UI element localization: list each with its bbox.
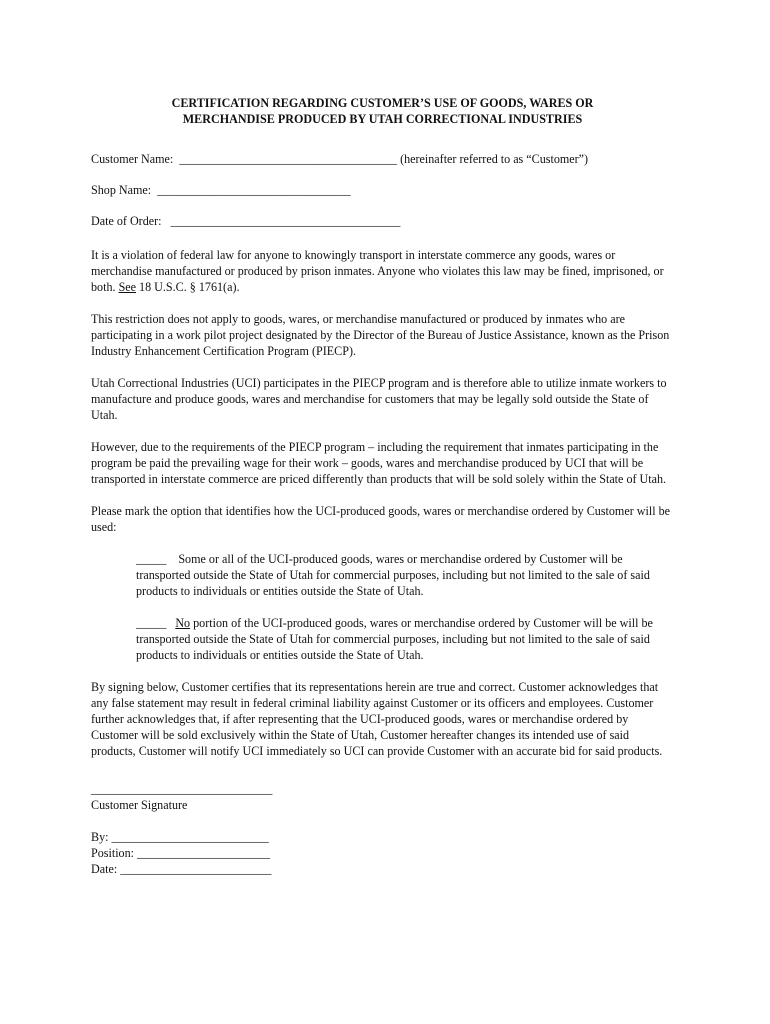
option-intrastate-no: No — [175, 616, 191, 630]
option-interstate[interactable] — [136, 551, 674, 599]
title-line-2: MERCHANDISE PRODUCED BY UTAH CORRECTIONAL INDUSTRIES — [182, 112, 583, 126]
option-intrastate-checkbox-blank[interactable]: _____ — [136, 616, 167, 630]
customer-name-blank[interactable]: ____________________________________ — [179, 152, 398, 166]
paragraph-federal-law-main: It is a violation of federal law for anyone to knowingly transport in interstate commerce any goods, wares or merchandise manufactured or produced by prison inmates. Anyone who violates this law may be fined, imprisoned, or both. — [91, 248, 664, 294]
title-line-1: CERTIFICATION REGARDING CUSTOMER’S USE OF GOODS, WARES OR — [171, 96, 594, 110]
paragraph-mark-option: Please mark the option that identifies how the UCI-produced goods, wares or merchandise ordered by Customer will be used: — [91, 504, 671, 534]
paragraph-certification: By signing below, Customer certifies that its representations herein are true and correct. Customer acknowledges that any false statement may result in federal criminal liability against Customer or its officers and employees. Customer further acknowledges that, if after representing that the UCI-produced goods, wares or merchandise ordered by Customer will be sold exclusively within the State of Utah, Customer hereafter changes its intended use of said products, Customer will notify UCI immediately so UCI can provide Customer with an accurate bid for said products. — [91, 680, 663, 758]
customer-signature-label: Customer Signature — [91, 798, 188, 812]
date-of-order-label: Date of Order: — [91, 214, 162, 228]
paragraph-federal-law — [91, 247, 674, 295]
date-of-order-blank[interactable]: ______________________________________ — [170, 214, 401, 228]
option-intrastate[interactable] — [136, 615, 674, 663]
by-label: By: — [91, 830, 109, 844]
paragraph-piecp-pricing: However, due to the requirements of the PIECP program – including the requirement that inmates participating in the program be paid the prevailing wage for their work – goods, wares and merchandise produced by UCI that will be transported in interstate commerce are priced differently than products that will be sold solely within the State of Utah. — [91, 440, 667, 486]
statute-citation: 18 U.S.C. § 1761(a). — [136, 280, 240, 294]
option-interstate-text: Some or all of the UCI-produced goods, wares or merchandise ordered by Customer will be transported outside the State of Utah for commercial purposes, including but not limited to the sale of said products to individuals or entities outside the State of Utah. — [136, 552, 650, 598]
document-title — [91, 95, 674, 127]
paragraph-restriction: This restriction does not apply to goods, wares, or merchandise manufactured or produced by inmates who are participating in a work pilot project designated by the Director of the Bureau of Justice Assistance, known as the Prison Industry Enhancement Certification Program (PIECP). — [91, 312, 670, 358]
by-blank[interactable]: __________________________ — [111, 830, 269, 844]
date-blank[interactable]: _________________________ — [120, 862, 272, 876]
option-interstate-checkbox-blank[interactable]: _____ — [136, 552, 167, 566]
see-signal: See — [118, 280, 137, 294]
option-intrastate-text: portion of the UCI-produced goods, wares or merchandise ordered by Customer will be will be transported outside the State of Utah for commercial purposes, including but not limited to the sale of said products to individuals or entities outside the State of Utah. — [136, 616, 653, 662]
position-field[interactable] — [91, 845, 674, 861]
shop-name-blank[interactable]: ________________________________ — [157, 183, 351, 197]
customer-name-field[interactable] — [91, 151, 674, 167]
date-of-order-field[interactable] — [91, 213, 674, 229]
paragraph-uci-participation: Utah Correctional Industries (UCI) participates in the PIECP program and is therefore able to utilize inmate workers to manufacture and produce goods, wares and merchandise for customers that may be legally sold outside the State of Utah. — [91, 376, 667, 422]
by-field[interactable] — [91, 829, 674, 845]
date-label: Date: — [91, 862, 118, 876]
signature-block — [91, 781, 674, 877]
position-blank[interactable]: ______________________ — [137, 846, 271, 860]
shop-name-field[interactable] — [91, 182, 674, 198]
position-label: Position: — [91, 846, 135, 860]
date-field[interactable] — [91, 861, 674, 877]
customer-name-label: Customer Name: — [91, 152, 174, 166]
shop-name-label: Shop Name: — [91, 183, 152, 197]
customer-signature-line[interactable]: ______________________________ — [91, 782, 273, 796]
customer-name-suffix: (hereinafter referred to as “Customer”) — [400, 152, 589, 166]
